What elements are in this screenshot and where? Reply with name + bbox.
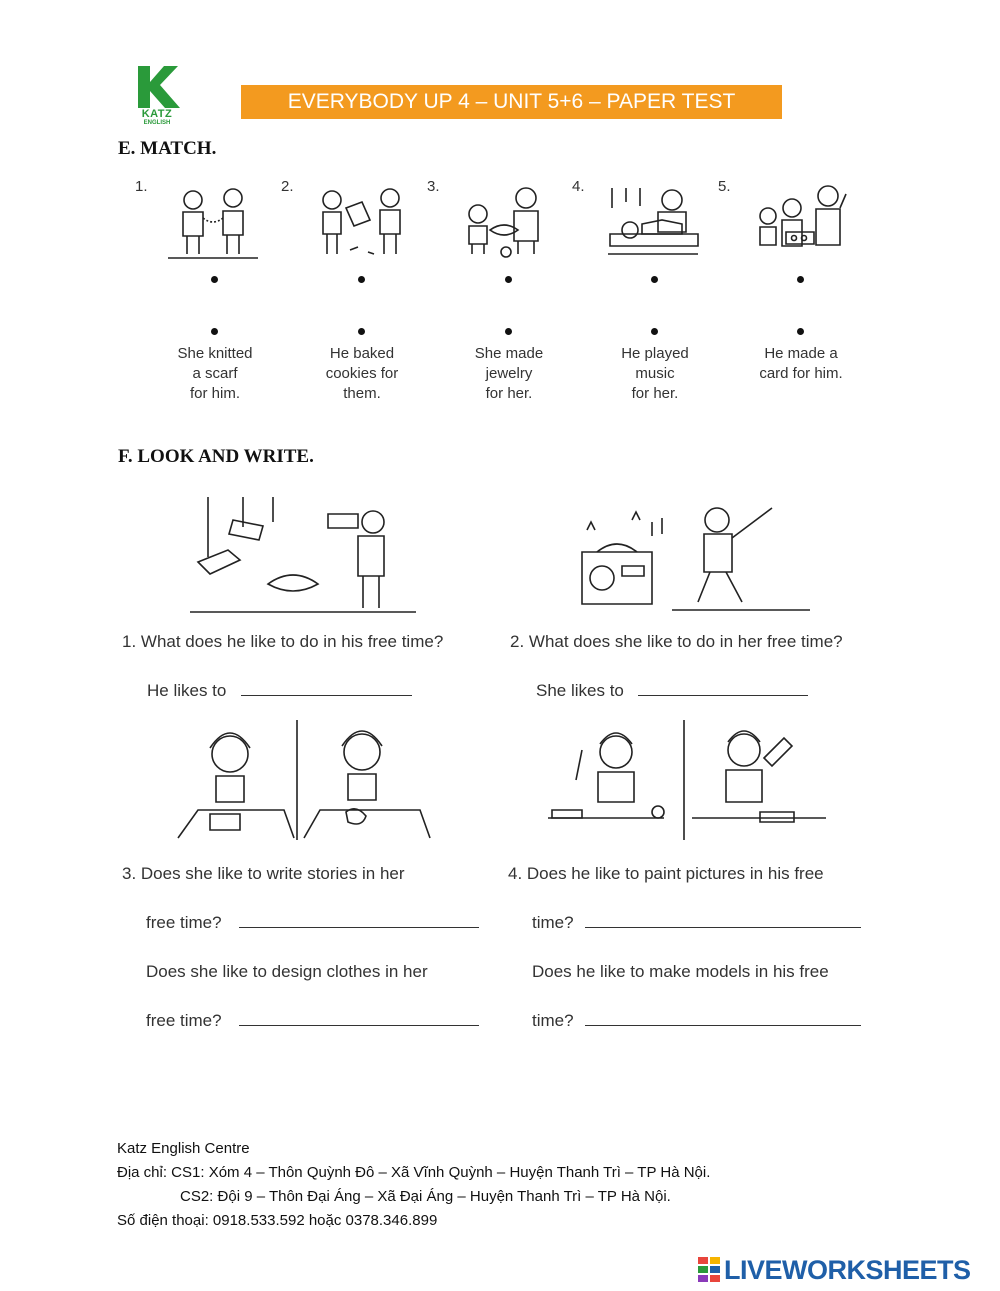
section-e-heading: E. MATCH.	[118, 138, 217, 159]
picture-number-5: 5.	[718, 178, 731, 195]
question-1: 1. What does he like to do in his free time?	[122, 632, 444, 651]
liveworksheets-watermark[interactable]	[698, 1255, 971, 1285]
answer-2-line-3: them.	[343, 385, 381, 402]
picture-number-4: 4.	[572, 178, 585, 195]
answer-4a-input-line[interactable]	[585, 927, 861, 928]
katz-k-icon	[134, 66, 180, 108]
footer-address-1: Địa chỉ: CS1: Xóm 4 – Thôn Quỳnh Đô – Xã Vĩnh Quỳnh – Huyện Thanh Trì – TP Hà Nội.	[117, 1164, 711, 1181]
answer-5-line-1: He made a	[764, 345, 838, 362]
answer-4-line-3: for her.	[631, 385, 679, 402]
question-4-line-4: time?	[532, 1011, 574, 1030]
match-dot-bottom-1[interactable]	[211, 328, 218, 335]
answer-3a-input-line[interactable]	[239, 927, 479, 928]
answer-1-line-3: for him.	[189, 385, 240, 402]
match-dot-top-1[interactable]	[211, 276, 218, 283]
boys-painting-models-picture	[528, 718, 834, 843]
answer-2-line-2: cookies for	[325, 365, 399, 382]
answer-5-line-2: card for him.	[759, 365, 843, 382]
footer-centre: Katz English Centre	[117, 1140, 250, 1157]
kids-knitting-picture	[456, 178, 556, 268]
katz-logo	[132, 66, 182, 128]
question-4-line-3: Does he like to make models in his free	[532, 962, 829, 981]
girls-writing-designing-picture	[170, 718, 432, 843]
logo-name: KATZ	[141, 108, 173, 120]
family-cookies-picture	[748, 178, 848, 268]
answer-4b-input-line[interactable]	[585, 1025, 861, 1026]
footer-phone: Số điện thoại: 0918.533.592 hoặc 0378.346.899	[117, 1212, 438, 1229]
answer-3b-input-line[interactable]	[239, 1025, 479, 1026]
girls-jewelry-picture	[163, 178, 263, 268]
picture-number-1: 1.	[135, 178, 148, 195]
answer-1-input-line[interactable]	[241, 695, 412, 696]
match-dot-top-3[interactable]	[505, 276, 512, 283]
liveworksheets-text: LIVEWORKSHEETS	[724, 1254, 971, 1285]
liveworksheets-logo-icon	[698, 1257, 720, 1283]
match-dot-bottom-4[interactable]	[651, 328, 658, 335]
answer-3-line-1: She made	[474, 345, 544, 362]
boy-model-planes-picture	[188, 492, 418, 617]
question-3-line-4: free time?	[146, 1011, 222, 1030]
match-dot-bottom-5[interactable]	[797, 328, 804, 335]
match-dot-top-4[interactable]	[651, 276, 658, 283]
match-dot-top-2[interactable]	[358, 276, 365, 283]
title-banner: EVERYBODY UP 4 – UNIT 5+6 – PAPER TEST	[241, 85, 782, 119]
section-f-heading: F. LOOK AND WRITE.	[118, 446, 314, 467]
answer-4-line-1: He played	[621, 345, 689, 362]
answer-1-line-1: She knitted	[177, 345, 253, 362]
picture-number-3: 3.	[427, 178, 440, 195]
answer-2-prompt: She likes to	[536, 681, 624, 700]
answer-2-line-1: He baked	[329, 345, 395, 362]
kids-card-picture	[310, 178, 410, 268]
match-dot-bottom-3[interactable]	[505, 328, 512, 335]
question-3-line-1: 3. Does she like to write stories in her	[122, 864, 405, 883]
footer-address-2: CS2: Đội 9 – Thôn Đại Áng – Xã Đại Áng – Huyện Thanh Trì – TP Hà Nội.	[180, 1188, 671, 1205]
question-2: 2. What does she like to do in her free time?	[510, 632, 843, 651]
picture-number-2: 2.	[281, 178, 294, 195]
match-answer-1	[160, 344, 270, 404]
match-answer-5	[746, 344, 856, 384]
question-4-line-2: time?	[532, 913, 574, 932]
answer-3-line-2: jewelry	[485, 365, 533, 382]
match-answer-2	[307, 344, 417, 404]
boy-music-picture	[602, 178, 702, 268]
answer-2-input-line[interactable]	[638, 695, 808, 696]
answer-1-line-2: a scarf	[192, 365, 238, 382]
match-dot-top-5[interactable]	[797, 276, 804, 283]
question-3-line-3: Does she like to design clothes in her	[146, 962, 428, 981]
girl-singing-picture	[572, 490, 812, 615]
question-3-line-2: free time?	[146, 913, 222, 932]
match-answer-4	[600, 344, 710, 404]
answer-3-line-3: for her.	[485, 385, 533, 402]
match-answer-3	[454, 344, 564, 404]
answer-4-line-2: music	[635, 365, 675, 382]
logo-sub: ENGLISH	[143, 120, 171, 126]
match-dot-bottom-2[interactable]	[358, 328, 365, 335]
question-4-line-1: 4. Does he like to paint pictures in his free	[508, 864, 824, 883]
answer-1-prompt: He likes to	[147, 681, 227, 700]
